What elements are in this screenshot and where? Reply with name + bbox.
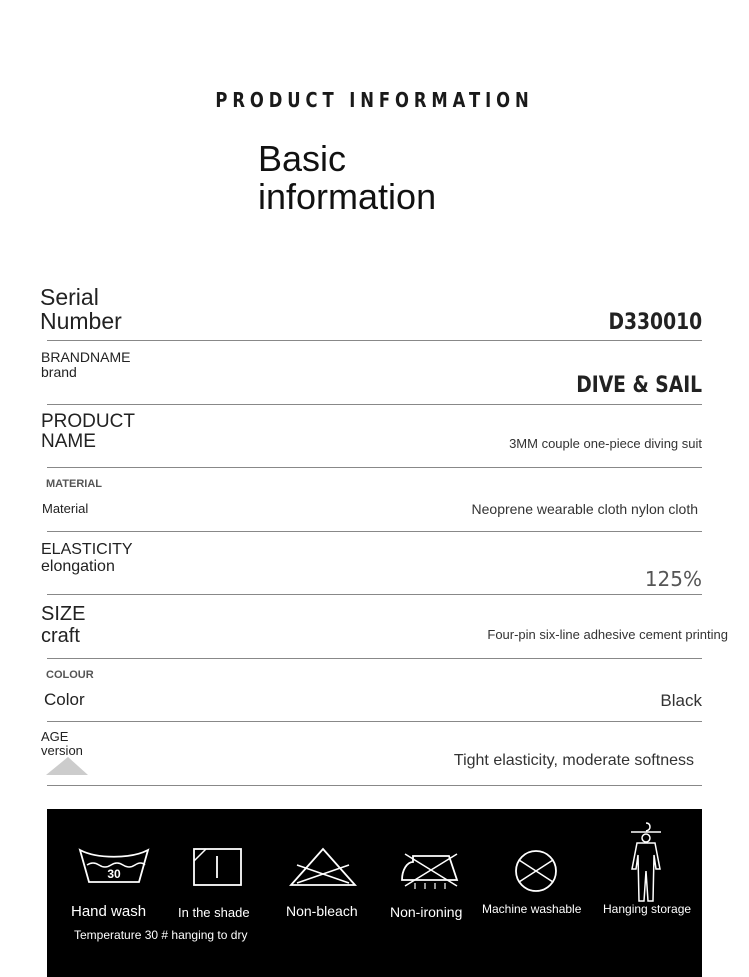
no-iron-icon — [399, 850, 461, 890]
elasticity-value: 125% — [644, 567, 702, 591]
brand-sublabel: brand — [41, 364, 77, 380]
age-value: Tight elasticity, moderate softness — [453, 752, 694, 769]
hanging-storage-icon — [627, 821, 665, 903]
triangle-mark-icon — [46, 755, 88, 775]
non-bleach-label: Non-bleach — [286, 903, 358, 919]
row-divider — [47, 594, 702, 595]
row-divider — [47, 785, 702, 786]
row-divider — [47, 721, 702, 722]
elasticity-label: ELASTICITY — [41, 541, 133, 558]
product-information-heading: PRODUCT INFORMATION — [215, 88, 534, 112]
dry-in-shade-icon — [193, 848, 243, 888]
row-divider — [47, 340, 702, 341]
brandname-label: BRANDNAME — [41, 349, 131, 365]
product-name-value: 3MM couple one-piece diving suit — [509, 436, 702, 451]
care-instructions-panel — [47, 809, 702, 977]
row-divider — [47, 404, 702, 405]
hand-wash-temp: 30 — [107, 867, 121, 881]
care-note: Temperature 30 # hanging to dry — [74, 928, 248, 942]
in-the-shade-label: In the shade — [178, 905, 250, 920]
version-sublabel: version — [41, 743, 83, 758]
hand-wash-label: Hand wash — [71, 903, 147, 920]
brand-value: DIVE & SAIL — [576, 373, 702, 398]
serial-number-value: D330010 — [608, 310, 702, 335]
row-divider — [47, 658, 702, 659]
machine-washable-label: Machine washable — [482, 902, 582, 916]
hanging-storage-label: Hanging storage — [603, 902, 692, 916]
colour-label: COLOUR — [46, 669, 94, 681]
row-divider — [47, 467, 702, 468]
craft-sublabel: craft — [41, 625, 80, 647]
basic-information-title — [258, 140, 458, 216]
no-machine-wash-icon — [513, 850, 559, 892]
material-sublabel: Material — [42, 501, 89, 516]
material-label: MATERIAL — [46, 478, 103, 490]
color-sublabel: Color — [44, 690, 85, 709]
non-ironing-label: Non-ironing — [390, 904, 463, 920]
size-label: SIZE — [41, 603, 86, 625]
elongation-sublabel: elongation — [41, 558, 115, 575]
age-label: AGE — [41, 729, 69, 744]
hand-wash-icon — [77, 845, 151, 887]
product-name-label: PRODUCT NAME — [41, 411, 135, 452]
color-value: Black — [660, 691, 702, 710]
row-divider — [47, 531, 702, 532]
no-bleach-icon — [289, 847, 357, 887]
material-value: Neoprene wearable cloth nylon cloth — [471, 501, 698, 517]
basic-information-text: Basic information — [258, 138, 437, 217]
size-value: Four-pin six-line adhesive cement printing — [487, 627, 728, 642]
serial-number-label: Serial Number — [40, 284, 122, 334]
